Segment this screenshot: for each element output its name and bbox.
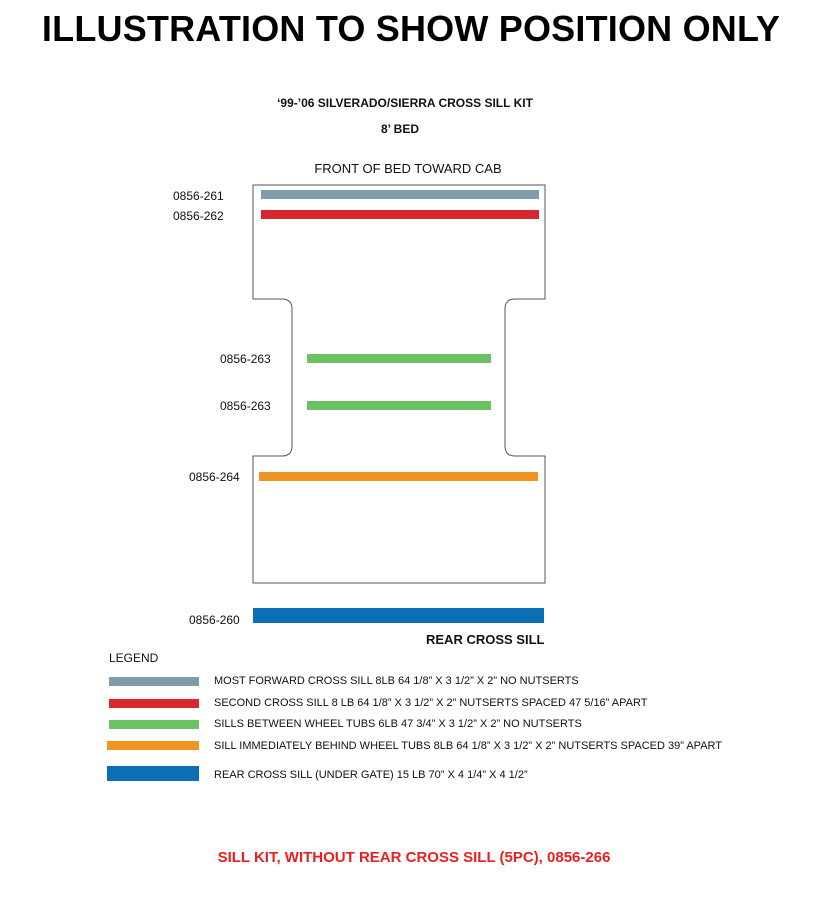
kit-title: ‘99-’06 SILVERADO/SIERRA CROSS SILL KIT (277, 96, 533, 110)
part-label-forward: 0856-261 (173, 189, 224, 203)
legend-swatch-rear (107, 766, 199, 781)
sill-bar-second (261, 210, 539, 219)
legend-item-rear: REAR CROSS SILL (UNDER GATE) 15 LB 70” X 4 1/4” X 4 1/2” (214, 769, 528, 781)
legend-item-forward: MOST FORWARD CROSS SILL 8LB 64 1/8” X 3 1/2” X 2” NO NUTSERTS (214, 675, 579, 687)
truck-bed-outline (253, 185, 545, 583)
legend-item-wheel-tubs: SILLS BETWEEN WHEEL TUBS 6LB 47 3/4” X 3 1/2” X 2” NO NUTSERTS (214, 718, 582, 730)
bed-size-label: 8’ BED (380, 122, 419, 136)
legend-swatch-second (109, 699, 199, 708)
legend-item-second: SECOND CROSS SILL 8 LB 64 1/8” X 3 1/2” X 2” NUTSERTS SPACED 47 5/16” APART (214, 697, 648, 709)
part-label-second: 0856-262 (173, 209, 224, 223)
front-of-bed-label: FRONT OF BED TOWARD CAB (314, 161, 502, 176)
part-label-wheel-tub-2: 0856-263 (220, 399, 271, 413)
legend-swatch-forward (109, 677, 199, 686)
part-label-rear: 0856-260 (189, 613, 240, 627)
legend-item-behind-tubs: SILL IMMEDIATELY BEHIND WHEEL TUBS 8LB 64 1/8” X 3 1/2” X 2” NUTSERTS SPACED 39” APART (214, 740, 723, 752)
kit-footer-note: SILL KIT, WITHOUT REAR CROSS SILL (5PC), 0856-266 (217, 849, 611, 866)
part-label-behind-tubs: 0856-264 (189, 470, 240, 484)
rear-cross-sill-label: REAR CROSS SILL (426, 632, 545, 647)
sill-bar-forward (261, 190, 539, 199)
sill-bar-wheel-tub-2 (307, 401, 491, 410)
page-banner: ILLUSTRATION TO SHOW POSITION ONLY (41, 8, 781, 49)
legend-title: LEGEND (109, 651, 159, 665)
legend-swatch-behind-tubs (107, 741, 199, 750)
part-label-wheel-tub-1: 0856-263 (220, 352, 271, 366)
legend-swatch-wheel-tubs (109, 720, 199, 729)
sill-bar-rear (253, 608, 544, 623)
sill-bar-wheel-tub-1 (307, 354, 491, 363)
sill-bar-behind-wheel-tubs (259, 472, 538, 481)
